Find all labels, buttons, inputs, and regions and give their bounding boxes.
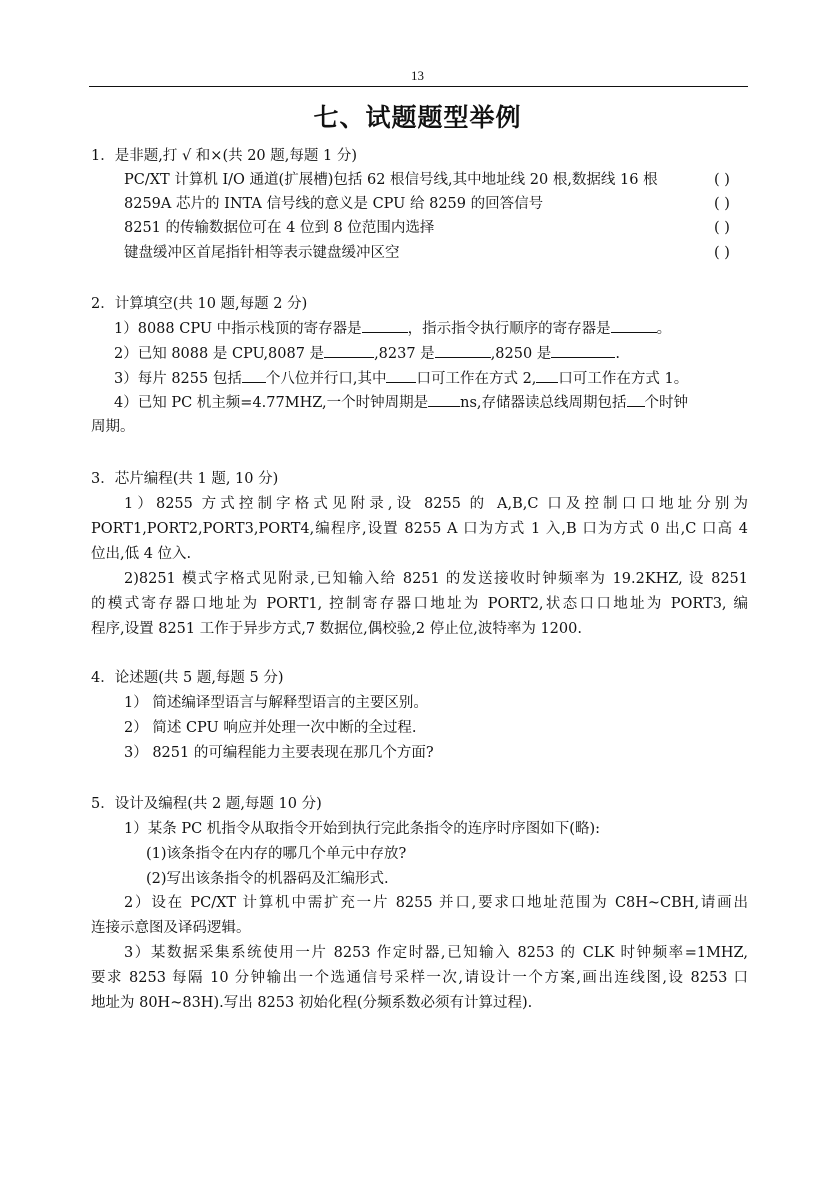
s5-line-8: 地址为 80H~83H).写出 8253 初始化程(分频系数必须有计算过程). (91, 995, 533, 1011)
answer-blank (324, 343, 374, 358)
s2-q3-text-b: 个八位并行口,其中 (265, 371, 387, 387)
s2-q2-text-a: 2）已知 8088 是 CPU,8087 是 (114, 346, 325, 362)
s3-line-4: 2)8251 模式字格式见附录,已知输入给 8251 的发送接收时钟频率为 19.2KHZ, 设 8251 (124, 571, 748, 587)
answer-blank (242, 368, 266, 383)
s1-item-1: PC/XT 计算机 I/O 通道(扩展槽)包括 62 根信号线,其中地址线 20 根,数据线 16 根 (124, 172, 658, 188)
s5-line-1: 1）某条 PC 机指令从取指令开始到执行完此条指令的连序时序图如下(略): (124, 821, 600, 837)
s2-q2-text-d: . (615, 346, 620, 362)
s1-item-2: 8259A 芯片的 INTA 信号线的意义是 CPU 给 8259 的回答信号 (124, 196, 544, 212)
page-number: 13 (411, 68, 424, 83)
section-3-heading: 3．芯片编程(共 1 题, 10 分) (91, 471, 279, 487)
answer-blank (611, 318, 657, 333)
section-4-heading: 4．论述题(共 5 题,每题 5 分) (91, 670, 284, 686)
s3-line-5: 的模式寄存器口地址为 PORT1, 控制寄存器口地址为 PORT2,状态口口地址为 PORT3, 编 (91, 596, 748, 612)
s2-q3 (114, 368, 688, 389)
s2-q3-text-c: 口可工作在方式 2, (416, 371, 537, 387)
answer-blank (627, 392, 645, 407)
header-rule (89, 86, 748, 87)
s5-line-6: 3）某数据采集系统使用一片 8253 作定时器,已知输入 8253 的 CLK 时钟频率=1MHZ, (124, 945, 748, 961)
s3-line-1: 1）8255 方式控制字格式见附录,设 8255 的 A,B,C 口及控制口口地址分别为 (124, 496, 748, 512)
s2-q1 (114, 318, 671, 339)
s4-item-1: 1） 简述编译型语言与解释型语言的主要区别。 (124, 695, 428, 711)
s2-q2 (114, 343, 620, 364)
answer-blank (362, 318, 408, 333)
s3-line-6: 程序,设置 8251 工作于异步方式,7 数据位,偶校验,2 停止位,波特率为 1200. (91, 621, 582, 637)
s2-q4-cont: 周期。 (91, 419, 135, 435)
s5-line-2: (1)该条指令在内存的哪几个单元中存放? (146, 846, 407, 862)
s1-paren-1: ( ) (714, 172, 730, 188)
s1-paren-2: ( ) (714, 196, 730, 212)
s5-line-7: 要求 8253 每隔 10 分钟输出一个选通信号采样一次,请设计一个方案,画出连线图,设 8253 口 (91, 970, 748, 986)
section-2-heading: 2．计算填空(共 10 题,每题 2 分) (91, 296, 308, 312)
s2-q3-text-d: 口可工作在方式 1。 (558, 371, 689, 387)
section-1-heading: 1．是非题,打 √ 和×(共 20 题,每题 1 分) (91, 148, 357, 164)
section-5-heading: 5．设计及编程(共 2 题,每题 10 分) (91, 796, 322, 812)
s1-paren-3: ( ) (714, 220, 730, 236)
s2-q1-text-a: 1）8088 CPU 中指示栈顶的寄存器是 (114, 321, 362, 337)
s1-paren-4: ( ) (714, 245, 730, 261)
page-title: 七、试题题型举例 (313, 103, 522, 132)
answer-blank (435, 343, 491, 358)
answer-blank (536, 368, 558, 383)
s1-item-3: 8251 的传输数据位可在 4 位到 8 位范围内选择 (124, 220, 435, 236)
s5-line-5: 连接示意图及译码逻辑。 (91, 920, 251, 936)
s2-q4 (114, 392, 688, 413)
answer-blank (386, 368, 416, 383)
s2-q4-text-b: ns,存储器读总线周期包括 (460, 395, 627, 411)
s3-line-3: 位出,低 4 位入. (91, 546, 192, 562)
s5-line-4: 2）设在 PC/XT 计算机中需扩充一片 8255 并口,要求口地址范围为 C8H~CBH,请画出 (124, 895, 748, 911)
s5-line-3: (2)写出该条指令的机器码及汇编形式. (146, 871, 389, 887)
s2-q1-text-c: 。 (656, 321, 672, 337)
s2-q4-text-c: 个时钟 (644, 395, 689, 411)
answer-blank (551, 343, 615, 358)
s4-item-2: 2） 简述 CPU 响应并处理一次中断的全过程. (124, 720, 417, 736)
s2-q3-text-a: 3）每片 8255 包括 (114, 371, 242, 387)
s3-line-2: PORT1,PORT2,PORT3,PORT4,编程序,设置 8255 A 口为方式 1 入,B 口为方式 0 出,C 口高 4 (91, 521, 748, 537)
s1-item-4: 键盘缓冲区首尾指针相等表示键盘缓冲区空 (124, 245, 400, 261)
s2-q1-text-b: ，指示指令执行顺序的寄存器是 (407, 321, 611, 337)
s2-q4-text-a: 4）已知 PC 机主频=4.77MHZ,一个时钟周期是 (114, 395, 429, 411)
answer-blank (428, 392, 460, 407)
s2-q2-text-c: ,8250 是 (490, 346, 552, 362)
s4-item-3: 3） 8251 的可编程能力主要表现在那几个方面? (124, 745, 434, 761)
s2-q2-text-b: ,8237 是 (374, 346, 435, 362)
